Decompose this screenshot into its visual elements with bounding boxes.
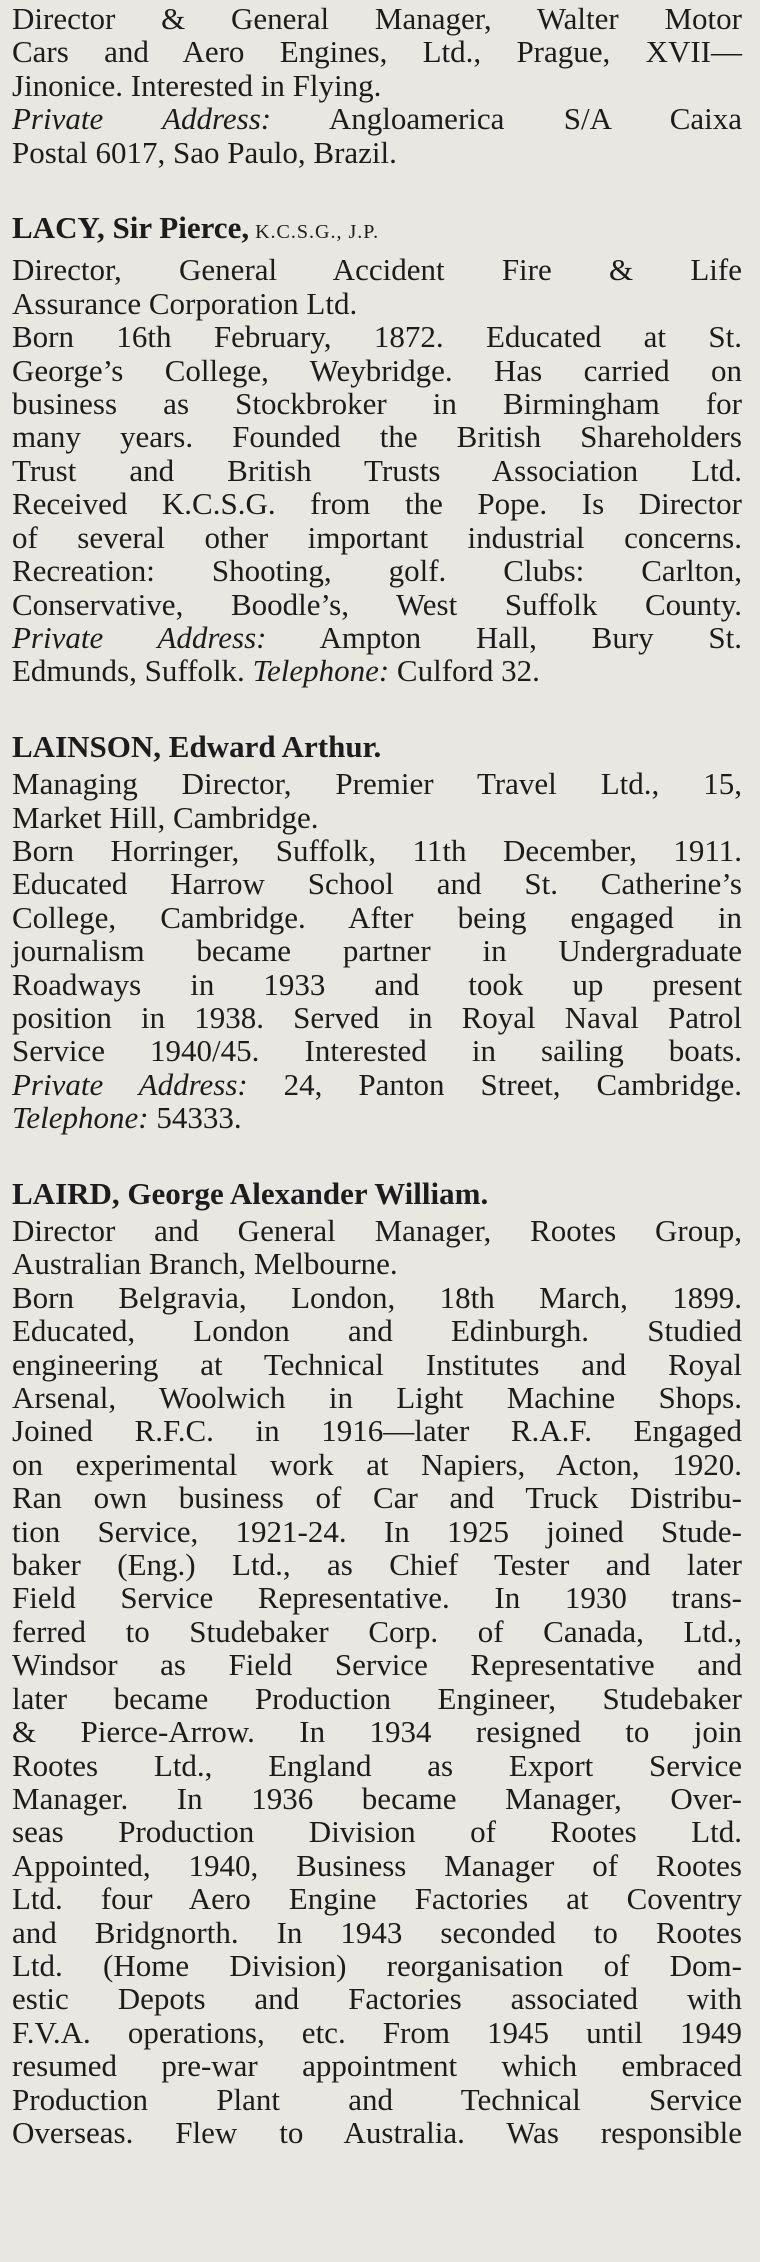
private-address-text: Angloamerica S/A Caixa [271,101,743,137]
text-line: tion Service, 1921-24. In 1925 joined Stude- [12,1513,742,1549]
entry-heading [12,211,742,249]
text-line: Director & General Manager, Walter Motor [12,1,742,36]
private-address-line [12,102,742,135]
entry-given-name: Edward Arthur. [161,728,382,764]
text-line: ferred to Studebaker Corp. of Canada, Ltd., [12,1613,742,1649]
text-line: Assurance Corporation Ltd. [12,285,358,321]
text-line: Born 16th February, 1872. Educated at St. [12,319,742,355]
text-line: position in 1938. Served in Royal Naval Patrol [12,999,742,1035]
text-line: Windsor as Field Service Representative and [12,1647,742,1683]
text-line: baker (Eng.) Ltd., as Chief Tester and later [12,1547,742,1583]
private-address-label: Private Address: [12,619,267,655]
entry-gap [12,1135,742,1177]
text-line: George’s College, Weybridge. Has carried on [12,352,742,388]
text-line: F.V.A. operations, etc. From 1945 until 1949 [12,2014,742,2050]
text-line: Educated, London and Edinburgh. Studied [12,1313,742,1349]
text-line: & Pierce-Arrow. In 1934 resigned to join [12,1714,742,1750]
text-line: Received K.C.S.G. from the Pope. Is Director [12,486,742,522]
text-line: and Bridgnorth. In 1943 seconded to Rootes [12,1914,742,1950]
telephone-label: Telephone: [252,653,390,689]
text-line: Overseas. Flew to Australia. Was responsible [12,2114,742,2150]
text-line: many years. Founded the British Shareholders [12,419,742,455]
text-line: Cars and Aero Engines, Ltd., Prague, XVII— [12,34,742,70]
entry-lacy [12,211,742,688]
entry-lainson [12,730,742,1135]
entry-heading [12,1177,742,1210]
text-line: Appointed, 1940, Business Manager of Rootes [12,1847,742,1883]
text-line: estic Depots and Factories associated with [12,1981,742,2017]
text-line: Production Plant and Technical Service [12,2081,742,2117]
text-line: seas Production Division of Rootes Ltd. [12,1814,742,1850]
text-line: Roadways in 1933 and took up present [12,966,742,1002]
text-line: Conservative, Boodle’s, West Suffolk County. [12,586,742,622]
private-address-label: Private Address: [12,1066,248,1102]
text-line: Director, General Accident Fire & Life [12,252,742,288]
entry-surname: LACY, [12,210,105,246]
text-line: Service 1940/45. Interested in sailing boats. [12,1033,742,1069]
telephone-label: Telephone: [12,1100,149,1136]
text-line: of several other important industrial concerns. [12,519,742,555]
text-line: Born Belgravia, London, 18th March, 1899. [12,1279,742,1315]
text-line: Postal 6017, Sao Paulo, Brazil. [12,134,397,170]
text-line: Ran own business of Car and Truck Distribu- [12,1480,742,1516]
text-line: engineering at Technical Institutes and Royal [12,1346,742,1382]
text-line: Australian Branch, Melbourne. [12,1246,398,1282]
entry-gap [12,169,742,211]
text-line: Director and General Manager, Rootes Group, [12,1213,742,1248]
private-address-label: Private Address: [12,101,272,137]
private-address-line [12,621,742,654]
text-line: on experimental work at Napiers, Acton, 1920. [12,1446,742,1482]
text-line: Market Hill, Cambridge. [12,799,319,835]
text-line: Jinonice. Interested in Flying. [12,67,382,103]
private-address-text: 24, Panton Street, Cambridge. [247,1066,742,1102]
text-line: Recreation: Shooting, golf. Clubs: Carlton, [12,553,742,589]
telephone-line [12,654,742,687]
text-line: resumed pre-war appointment which embraced [12,2048,742,2084]
entry-given-name: George Alexander William. [119,1175,489,1211]
telephone-value: Culford 32. [389,653,540,689]
entry-surname: LAINSON, [12,728,162,764]
address-continuation: Edmunds, Suffolk. [12,653,253,689]
entry-laird [12,1177,742,2150]
text-line: Managing Director, Premier Travel Ltd., 15, [12,766,742,802]
text-line: Joined R.F.C. in 1916—later R.A.F. Engaged [12,1413,742,1449]
entry-honours: K.C.S.G., J.P. [249,221,380,244]
entry-heading [12,730,742,763]
text-line: Rootes Ltd., England as Export Service [12,1747,742,1783]
private-address-line [12,1068,742,1101]
text-line: Ltd. four Aero Engine Factories at Coventry [12,1881,742,1917]
text-line: College, Cambridge. After being engaged in [12,899,742,935]
text-line: Educated Harrow School and St. Catherine’s [12,866,742,902]
telephone-line [12,1101,742,1134]
text-line: Trust and British Trusts Association Ltd. [12,452,742,488]
entry-gap [12,688,742,730]
entry-surname: LAIRD, [12,1175,120,1211]
telephone-value: 54333. [148,1100,242,1136]
text-line: later became Production Engineer, Studebaker [12,1680,742,1716]
text-line: Manager. In 1936 became Manager, Over- [12,1780,742,1816]
text-line: business as Stockbroker in Birmingham for [12,386,742,422]
private-address-text: Ampton Hall, Bury St. [266,619,742,655]
text-line: Born Horringer, Suffolk, 11th December, 1911. [12,832,742,868]
text-line: Arsenal, Woolwich in Light Machine Shops. [12,1380,742,1416]
text-line: journalism became partner in Undergraduate [12,933,742,969]
entry-given-name: Sir Pierce, [104,210,250,246]
text-line: Field Service Representative. In 1930 trans- [12,1580,742,1616]
text-line: Ltd. (Home Division) reorganisation of Dom- [12,1947,742,1983]
entry-fragment [12,2,742,169]
